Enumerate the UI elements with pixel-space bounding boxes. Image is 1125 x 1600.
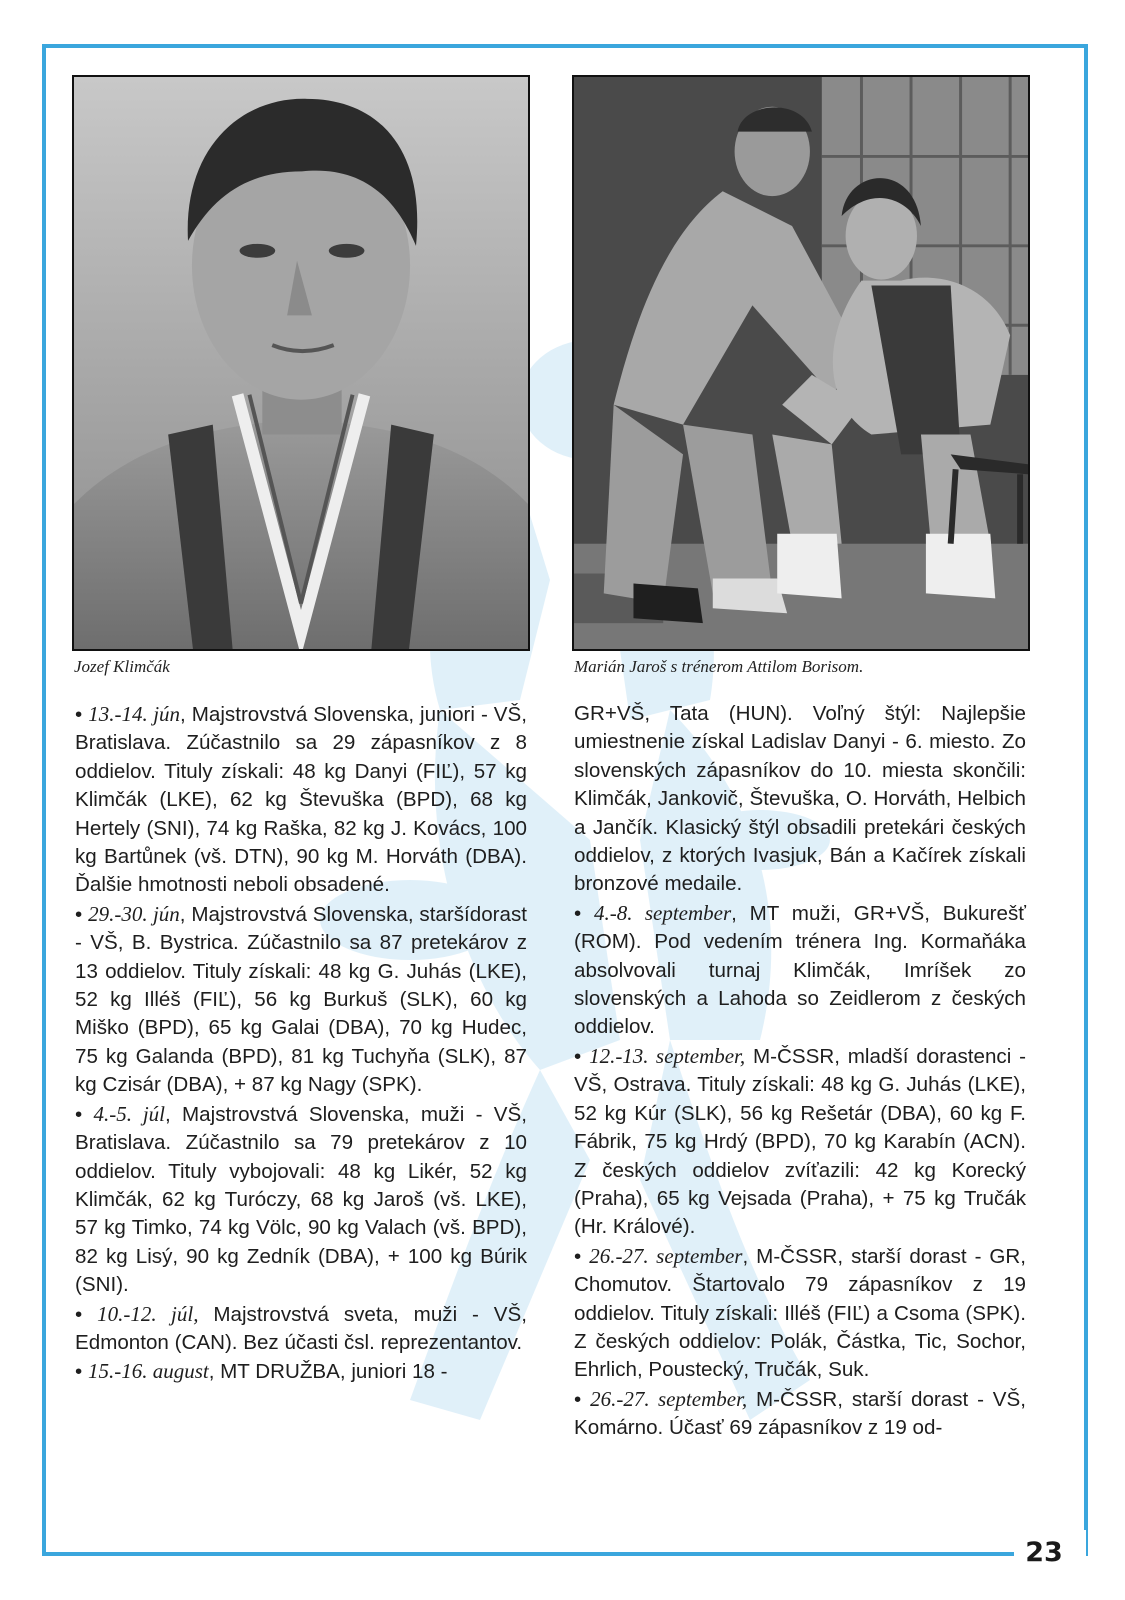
item-date: 15.-16. august — [87, 1359, 209, 1384]
item-text: M-ČSSR, mladší dorastenci - VŠ, Ostrava. Tituly získali: 48 kg G. Juhás (LKE), 52 kg Kúr (SLK), 56 kg Rešetár (DBA), 60 kg F. Fábrik, 75 kg Hrdý (BPD), 70 kg Karabín (ACN). Z českých oddielov zvíťazili: 42 kg Korecký (Praha), 65 kg Vejsada (Praha), + 75 kg Tručák (Hr. Králové). — [574, 1044, 1026, 1239]
text-column-right — [574, 700, 1026, 1443]
photo-jozef-klimcak — [72, 75, 530, 651]
bullet: • — [75, 703, 83, 726]
bullet: • — [75, 1302, 83, 1326]
bullet: • — [75, 1360, 83, 1384]
item-date: 4.-8. september — [594, 900, 732, 925]
item-text: Majstrovstvá sveta, muži - VŠ, Edmonton (CAN). Bez účasti čsl. reprezentantov. — [75, 1302, 527, 1354]
item-text: , MT DRUŽBA, juniori 18 - — [208, 1360, 448, 1384]
bullet: • — [75, 1102, 83, 1126]
text-column-left — [75, 700, 527, 1387]
photo-caption-right: Marián Jaroš s trénerom Attilom Borisom. — [574, 657, 864, 676]
list-item — [75, 1300, 527, 1358]
item-date: 4.-5. júl — [93, 1101, 165, 1126]
item-date: 12.-13. september, — [589, 1043, 746, 1068]
item-text: , Majstrovstvá Slovenska, staršídorast - VŠ, B. Bystrica. Zúčastnilo sa 87 pretekárov z 13 oddielov. Tituly získali: 48 kg G. Juhás (LKE), 52 kg Illéš (FIĽ), 56 kg Burkuš (SLK), 60 kg Miško (BPD), 65 kg Galai (DBA), 70 kg Hudec, 75 kg Galanda (BPD), 81 kg Tuchyňa (SLK), 87 kg Czisár (DBA), + 87 kg Nagy (SPK). — [75, 902, 527, 1097]
item-date: 29.-30. jún — [88, 901, 180, 926]
list-item — [75, 1100, 527, 1300]
bullet: • — [574, 1044, 582, 1068]
item-text: , M-ČSSR, starší dorast - GR, Chomutov. Štartovalo 79 zápasníkov z 19 oddielov. Tituly získali: Illéš (FIĽ) a Csoma (SPK). Z českých oddielov: Polák, Částka, Tic, Sochor, Ehrlich, Poustecký, Tručák, Suk. — [574, 1244, 1026, 1382]
list-item — [75, 900, 527, 1100]
item-text: , Majstrovstvá Slovenska, juniori - VŠ, Bratislava. Zúčastnilo sa 29 zápasníkov z 8 oddielov. Tituly získali: 48 kg Danyi (FIĽ), 57 kg Klimčák (LKE), 62 kg Števuška (BPD), 68 kg Hertely (SNI), 74 kg Raška, 82 kg J. Kovács, 100 kg Bartůnek (vš. DTN), 90 kg M. Horváth (DBA). Ďalšie hmotnosti neboli obsadené. — [75, 703, 527, 897]
item-text: , Majstrovstvá Slovenska, muži - VŠ, Bratislava. Zúčastnilo sa 79 pretekárov z 10 oddielov. Tituly vybojovali: 48 kg Likér, 52 kg Klimčák, 62 kg Turóczy, 68 kg Jaroš (vš. LKE), 57 kg Timko, 74 kg Völc, 90 kg Valach (vš. BPD), 82 kg Lisý, 90 kg Zedník (DBA), + 100 kg Búrik (SNI). — [75, 1102, 527, 1297]
bullet: • — [574, 901, 582, 925]
photo-caption-left: Jozef Klimčák — [74, 657, 170, 676]
list-item — [574, 1385, 1026, 1443]
item-text: , MT muži, GR+VŠ, Bukurešť (ROM). Pod vedením trénera Ing. Kormaňáka absolvovali turnaj Klimčák, Imríšek zo slovenských a Lahoda so Zeidlerom z českých oddielov. — [574, 901, 1026, 1039]
bullet: • — [75, 902, 83, 926]
page-number: 23 — [1025, 1537, 1063, 1568]
item-text: GR+VŠ, Tata (HUN). Voľný štýl: Najlepšie umiestnenie získal Ladislav Danyi - 6. miesto. Zo slovenských zápasníkov do 10. miesta skončili: Klimčák, Jankovič, Števuška, O. Horváth, Helbich a Jančík. Klasický štýl obsadili pretekári českých oddielov, z ktorých Ivasjuk, Bán a Kačírek získali bronzové medaile. — [574, 702, 1026, 896]
item-text: M-ČSSR, starší dorast - VŠ, Komárno. Účasť 69 zápasníkov z 19 od- — [574, 1387, 1026, 1440]
bullet: • — [574, 1387, 582, 1411]
list-item — [75, 700, 527, 900]
list-item — [574, 1242, 1026, 1385]
list-item — [574, 700, 1026, 899]
item-date: 26.-27. september — [589, 1243, 743, 1268]
photo-marian-jaros-with-coach — [572, 75, 1030, 651]
item-date: 10.-12. júl, — [97, 1301, 199, 1326]
item-date: 13.-14. jún — [88, 702, 181, 726]
bullet: • — [574, 1244, 582, 1268]
list-item — [75, 1357, 527, 1386]
item-date: 26.-27. september, — [590, 1386, 748, 1411]
list-item — [574, 899, 1026, 1042]
list-item — [574, 1042, 1026, 1242]
